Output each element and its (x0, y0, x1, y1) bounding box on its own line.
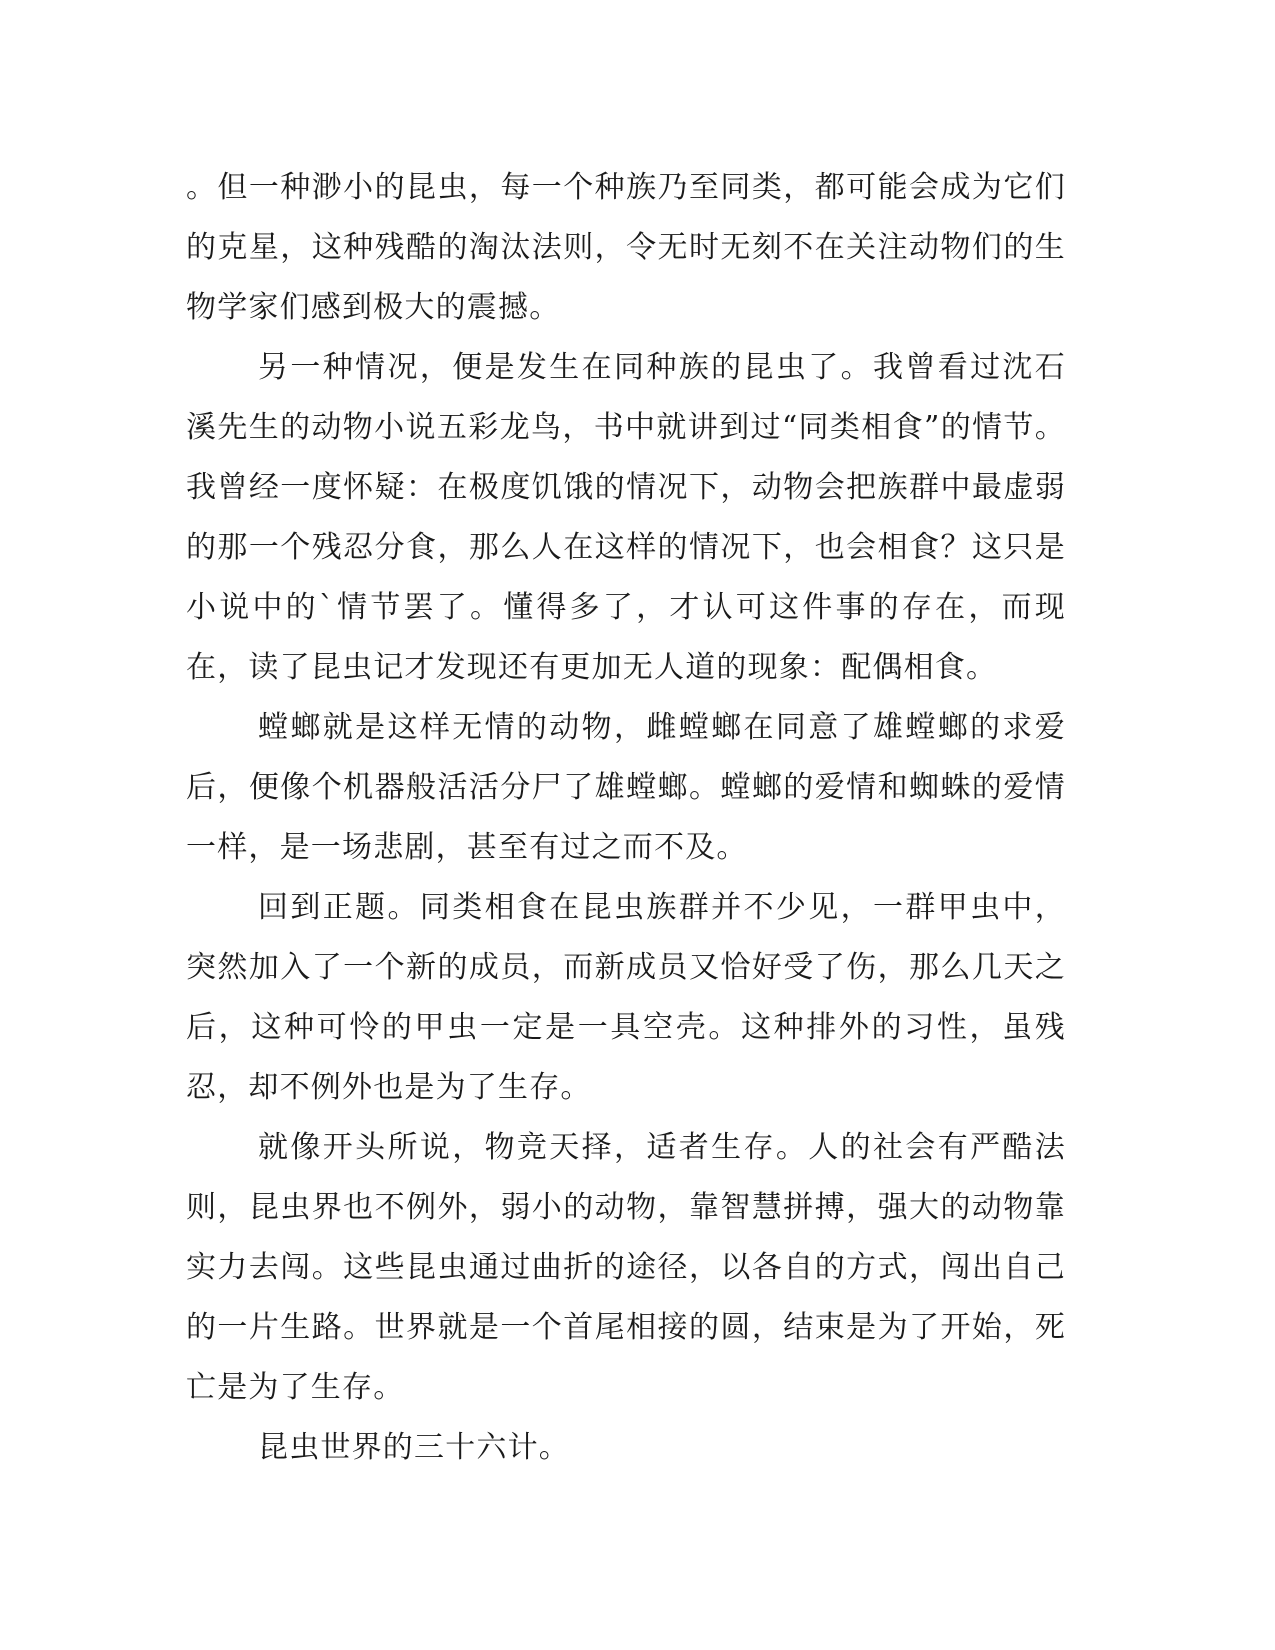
paragraph-2: 另一种情况，便是发生在同种族的昆虫了。我曾看过沈石溪先生的动物小说五彩龙鸟，书中就讲到过“同类相食”的情节。我曾经一度怀疑：在极度饥饿的情况下，动物会把族群中最虚弱的那一个残忍分食，那么人在这样的情况下，也会相食？这只是小说中的`情节罢了。懂得多了，才认可这件事的存在，而现在，读了昆虫记才发现还有更加无人道的现象：配偶相食。 (186, 350, 1066, 685)
document-body (186, 158, 1066, 1478)
paragraph-6: 昆虫世界的三十六计。 (258, 1430, 570, 1465)
paragraph-5: 就像开头所说，物竞天择，适者生存。人的社会有严酷法则，昆虫界也不例外，弱小的动物，靠智慧拼搏，强大的动物靠实力去闯。这些昆虫通过曲折的途径，以各自的方式，闯出自己的一片生路。世界就是一个首尾相接的圆，结束是为了开始，死亡是为了生存。 (186, 1130, 1066, 1405)
paragraph-3: 螳螂就是这样无情的动物，雌螳螂在同意了雄螳螂的求爱后，便像个机器般活活分尸了雄螳螂。螳螂的爱情和蜘蛛的爱情一样，是一场悲剧，甚至有过之而不及。 (186, 710, 1066, 865)
paragraph-1: 。但一种渺小的昆虫，每一个种族乃至同类，都可能会成为它们的克星，这种残酷的淘汰法则，令无时无刻不在关注动物们的生物学家们感到极大的震撼。 (186, 170, 1066, 325)
paragraph-4: 回到正题。同类相食在昆虫族群并不少见，一群甲虫中，突然加入了一个新的成员，而新成员又恰好受了伤，那么几天之后，这种可怜的甲虫一定是一具空壳。这种排外的习性，虽残忍，却不例外也是为了生存。 (186, 890, 1066, 1105)
